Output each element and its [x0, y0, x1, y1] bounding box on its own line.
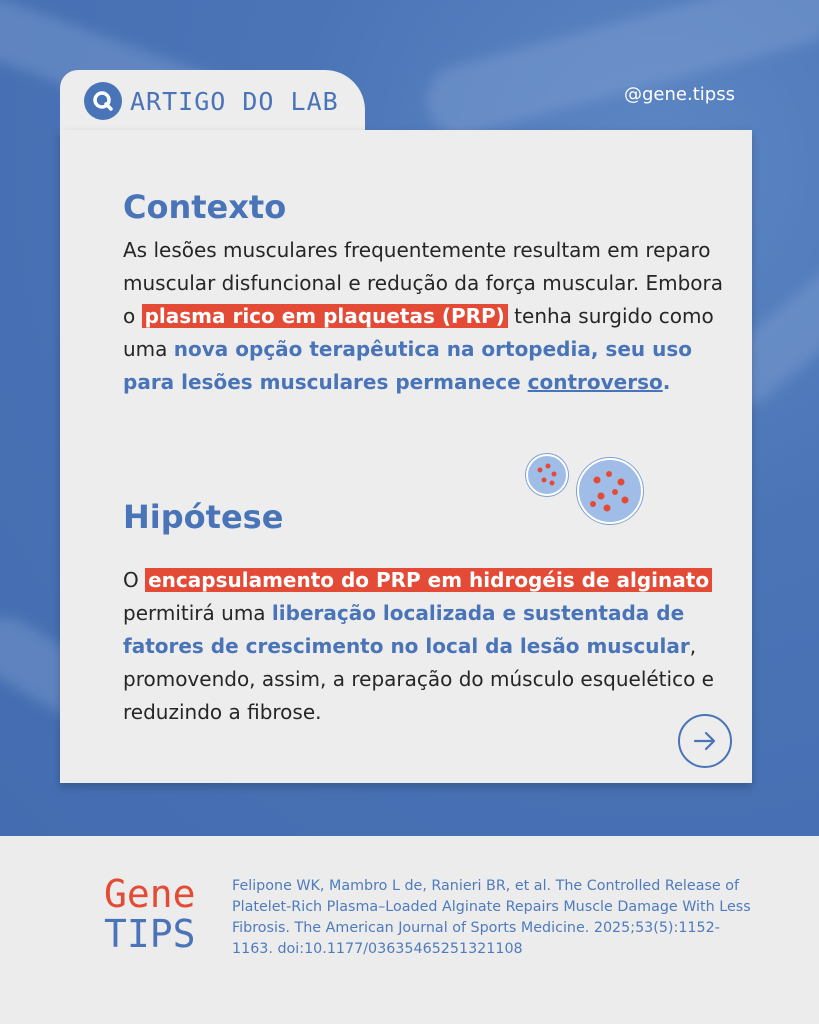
contexto-heading: Contexto [123, 188, 287, 226]
social-handle: @gene.tipss [624, 84, 735, 105]
arrow-right-icon [692, 728, 718, 754]
artigo-do-lab-logo [84, 82, 339, 120]
reference-citation: Felipone WK, Mambro L de, Ranieri BR, et al. The Controlled Release of Platelet-Rich Plasma–Loaded Alginate Repairs Muscle Damage With Less Fibrosis. The American Journal of Sports Medicine. 2025;53(5):1152-1163. doi:10.1177/03635465251321108 [232, 878, 751, 957]
highlight-encapsulamento: encapsulamento do PRP em hidrogéis de alginato [145, 568, 712, 592]
petri-dish-small-icon [526, 454, 568, 496]
petri-dish-large-icon [577, 458, 643, 524]
search-icon [84, 82, 122, 120]
contexto-text: As lesões musculares frequentemente resultam em reparo muscular disfuncional e redução da força muscular. Embora o plasma rico em plaquetas (PRP) tenha surgido como uma nova opção terapêutica na ortopedia, seu uso para lesões musculares permanece controverso. [123, 238, 723, 394]
hipotese-text: O encapsulamento do PRP em hidrogéis de alginato permitirá uma liberação localizada e sustentada de fatores de crescimento no local da lesão muscular, promovendo, assim, a reparação do músculo esquelético e reduzindo a fibrose. [123, 568, 714, 724]
next-arrow-button[interactable] [678, 714, 732, 768]
gene-tips-logo: Gene TIPS [104, 872, 196, 956]
hipotese-heading: Hipótese [123, 498, 284, 536]
section-label: ARTIGO DO LAB [130, 86, 339, 116]
highlight-prp: plasma rico em plaquetas (PRP) [142, 304, 508, 328]
